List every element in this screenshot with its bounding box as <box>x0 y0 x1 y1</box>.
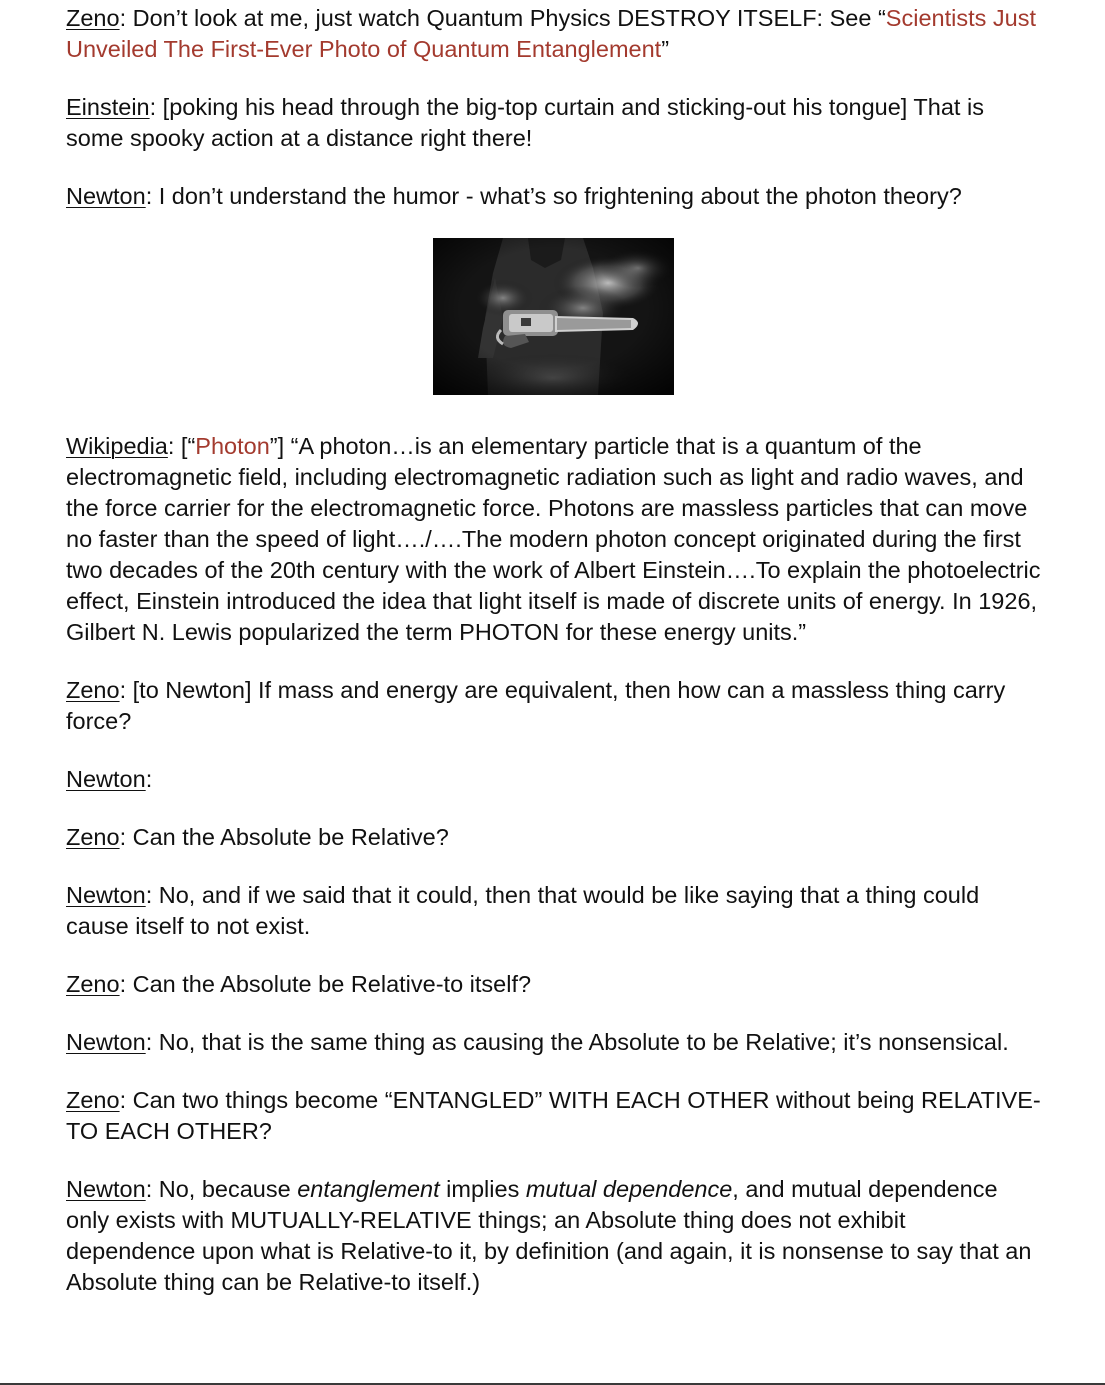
chainsaw-photo-svg <box>433 238 674 395</box>
dialogue-text: : Can the Absolute be Relative? <box>119 824 449 850</box>
dialogue-text: ”] “A photon…is an elementary particle that is a quantum of the electromagnetic field, including electromagnetic radiation such as light and radio waves, and the force carrier for the electromagnetic force. Photons are massless particles that can move no faster than the speed of light…./….The modern photon concept originated during the first two decades of the 20th century with the work of Albert Einstein….To explain the photoelectric effect, Einstein introduced the idea that light itself is made of discrete units of energy. In 1926, Gilbert N. Lewis popularized the term PHOTON for these energy units.” <box>66 433 1041 645</box>
emphasis-text: mutual dependence <box>525 1176 733 1202</box>
dialogue-text: : Can two things become “ENTANGLED” WITH EACH OTHER without being RELATIVE-TO EACH OTHER? <box>66 1087 1041 1144</box>
dialogue-zeno-3 <box>66 822 1041 853</box>
dialogue-text: : [“ <box>167 433 196 459</box>
dialogue-text: implies <box>439 1176 526 1202</box>
dialogue-text: : No, and if we said that it could, then that would be like saying that a thing could cause itself to not exist. <box>66 882 980 939</box>
dialogue-newton-1 <box>66 181 1041 212</box>
dialogue-zeno-2 <box>66 675 1041 737</box>
speaker-link[interactable]: Newton <box>66 1176 146 1202</box>
photon-link[interactable]: Photon <box>195 433 270 459</box>
speaker-link[interactable]: Zeno <box>66 824 120 850</box>
speaker-link[interactable]: Zeno <box>66 971 120 997</box>
dialogue-text: ” <box>661 36 670 62</box>
dialogue-text: : [poking his head through the big-top curtain and sticking-out his tongue] That is some spooky action at a distance right there! <box>66 94 984 151</box>
dialogue-text: : I don’t understand the humor - what’s so frightening about the photon theory? <box>145 183 962 209</box>
dialogue-text: : No, because <box>145 1176 298 1202</box>
speaker-link[interactable]: Newton <box>66 183 146 209</box>
dialogue-zeno-4 <box>66 969 1041 1000</box>
dialogue-text: : <box>145 766 153 792</box>
figure <box>66 238 1041 395</box>
speaker-link[interactable]: Zeno <box>66 1087 120 1113</box>
speaker-link[interactable]: Wikipedia <box>66 433 168 459</box>
dialogue-text: : No, that is the same thing as causing the Absolute to be Relative; it’s nonsensical. <box>145 1029 1009 1055</box>
dialogue-wikipedia <box>66 431 1041 648</box>
dialogue-newton-5 <box>66 1174 1041 1298</box>
dialogue-text: : Can the Absolute be Relative-to itself? <box>119 971 532 997</box>
dialogue-einstein <box>66 92 1041 154</box>
speaker-link[interactable]: Zeno <box>66 677 120 703</box>
dialogue-newton-3 <box>66 880 1041 942</box>
emphasis-text: entanglement <box>297 1176 440 1202</box>
dialogue-text: : Don’t look at me, just watch Quantum Physics DESTROY ITSELF: See “ <box>119 5 886 31</box>
speaker-link[interactable]: Newton <box>66 766 146 792</box>
speaker-link[interactable]: Zeno <box>66 5 120 31</box>
chainsaw-photo-icon <box>433 238 674 395</box>
dialogue-zeno-5 <box>66 1085 1041 1147</box>
speaker-link[interactable]: Einstein <box>66 94 150 120</box>
dialogue-newton-2 <box>66 764 1041 795</box>
document-body <box>66 3 1041 1298</box>
dialogue-text: : [to Newton] If mass and energy are equivalent, then how can a massless thing carry force? <box>66 677 1006 734</box>
dialogue-newton-4 <box>66 1027 1041 1058</box>
speaker-link[interactable]: Newton <box>66 1029 146 1055</box>
speaker-link[interactable]: Newton <box>66 882 146 908</box>
dialogue-zeno-1 <box>66 3 1041 65</box>
dialogue-text: , and mutual dependence only exists with MUTUALLY-RELATIVE things; an Absolute thing does not exhibit dependence upon what is Relative-to it, by definition (and again, it is nonsense to say that an Absolute thing can be Relative-to itself.) <box>66 1176 1032 1295</box>
article-link[interactable]: Scientists Just Unveiled The First-Ever Photo of Quantum Entanglement <box>66 5 1036 62</box>
